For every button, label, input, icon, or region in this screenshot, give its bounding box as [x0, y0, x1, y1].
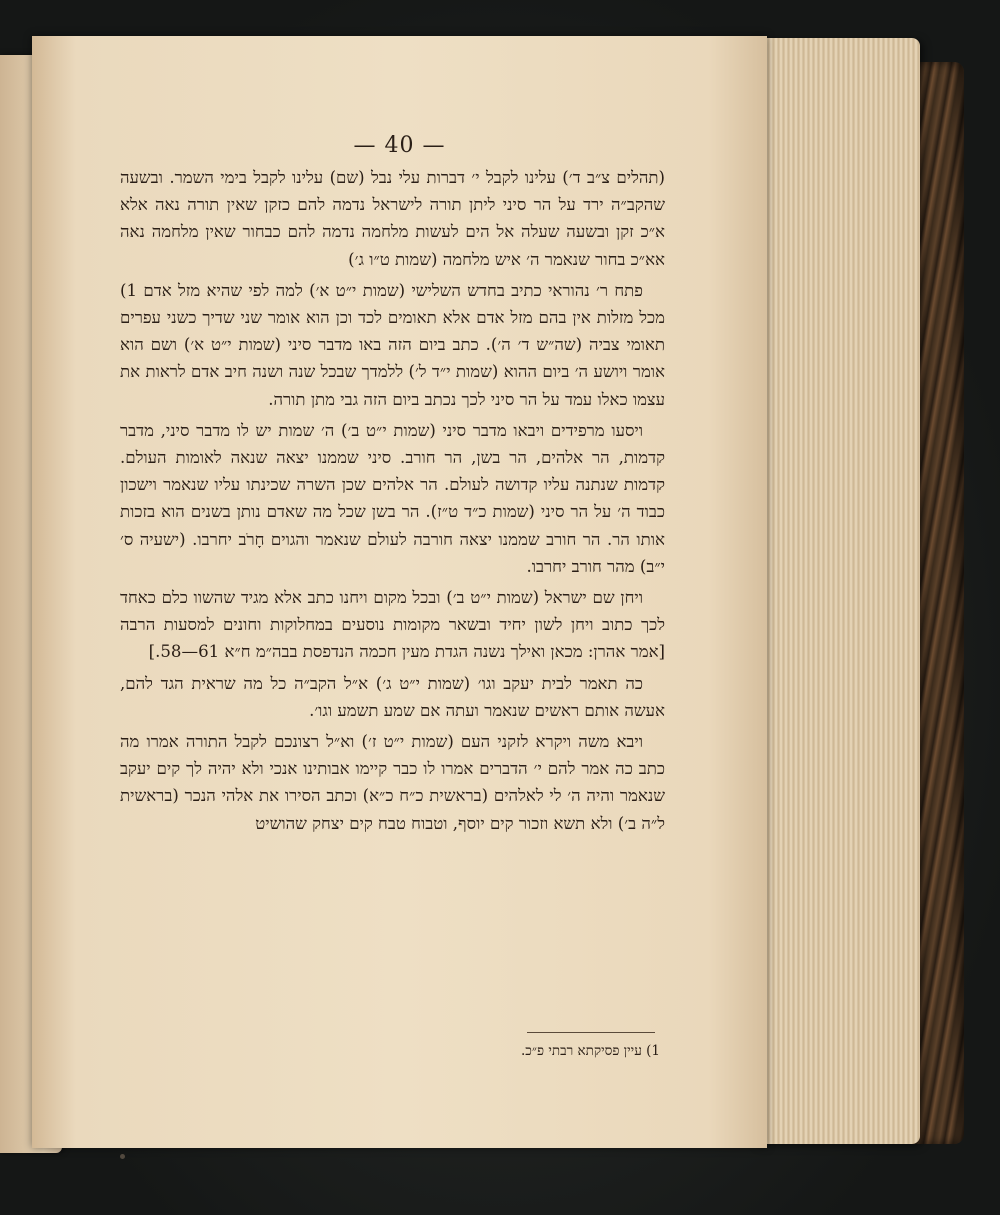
- paragraph: כה תאמר לבית יעקב וגו׳ (שמות י״ט ג׳) א״ל הקב״ה כל מה שראית הגד להם, אעשה אותם ראשים שנאמר ועתה אם שמע תשמע וגו׳.: [120, 673, 665, 720]
- paragraph: ויסעו מרפידים ויבאו מדבר סיני (שמות י״ט ב׳) ה׳ שמות יש לו מדבר סיני, מדבר קדמות, הר אלהים, הר בשן, הר חורב. סיני שממנו יצאה שנאה לאומות העולם. קדמות שנתנה עליו קדושה לעולם. הר אלהים שכן השרה שכינתו עליו שנאמר וישכון כבוד ה׳ על הר סיני (שמות כ״ד ט״ז). הר בשן שכל מה שאדם נותן בשנים הוא בזכות אותו הר. הר חורב שממנו יצאה חורבה לעולם שנאמר והגוים חָרֹב יחרבו. (ישעיה ס׳ י״ב) מהר חורב יחרבו.: [120, 420, 665, 576]
- paragraph: (תהלים צ״ב ד׳) עלינו לקבל י׳ דברות עלי נבל (שם) עלינו לקבל בימי השמר. ובשעה שהקב״ה ירד על הר סיני ליתן תורה לישראל נדמה להם כזקן שאין תורה נאה אלא א״כ זקן ובשעה שעלה אל הים לעשות מלחמה נדמה להם כבחור שאין מלחמה נאה אא״כ בחור שנאמר ה׳ איש מלחמה (שמות ט״ו ג׳): [120, 168, 665, 269]
- book-page: [32, 36, 767, 1148]
- paragraph: ויבא משה ויקרא לזקני העם (שמות י״ט ז׳) וא״ל רצונכם לקבל התורה אמרו מה כתב כה אמר להם י׳ הדברים אמרו לו כבר קיימו אבותינו אנכי ולא יהיה לך קים יעקב שנאמר והיה ה׳ לי לאלהים (בראשית כ״ח כ״א) וכתב הסירו את אלהי הנכר (בראשית ל״ה ב׳) ולא תשא וזכור קים יוסף, וטבוח טבח קים יצחק שהושיט: [120, 732, 665, 833]
- body-text: [120, 164, 665, 837]
- page-number: — 40 —: [353, 133, 446, 158]
- paragraph: פתח ר׳ נהוראי כתיב בחדש השלישי (שמות י״ט א׳) למה לפי שהיא מזל אדם 1) מכל מזלות אין בהם מזל אדם אלא תאומים לכד וכן הוא אומר שני שדיך כשני עפרים תאומי צביה (שה״ש ד׳ ה׳). כתב ביום הזה באו מדבר סיני (שמות י״ט א׳) ושם הוא אומר ויושע ה׳ ביום ההוא (שמות י״ד ל׳) ללמדך שבכל שנה ושנה חיב אדם לראות את עצמו כאלו עמד על הר סיני לכך נכתב ביום הזה גבי מתן תורה.: [120, 280, 665, 409]
- paragraph: ויחן שם ישראל (שמות י״ט ב׳) ובכל מקום ויחנו כתב אלא מגיד שהשוו כלם כאחד לכך כתוב ויחן לשון יחיד ובשאר מקומות נוסעים במחלוקות וחונים למסעות הרבה [אמר אהרן: מכאן ואילך נשנה הגדת מעין חכמה הנדפסת בבה״מ ח״א 61—58.]: [120, 588, 665, 662]
- footnote: 1) עיין פסיקתא רבתי פ״כ.: [520, 1043, 660, 1059]
- footnote-divider: [527, 1032, 655, 1033]
- page-edges: [755, 38, 920, 1144]
- page-stain: [120, 1154, 125, 1159]
